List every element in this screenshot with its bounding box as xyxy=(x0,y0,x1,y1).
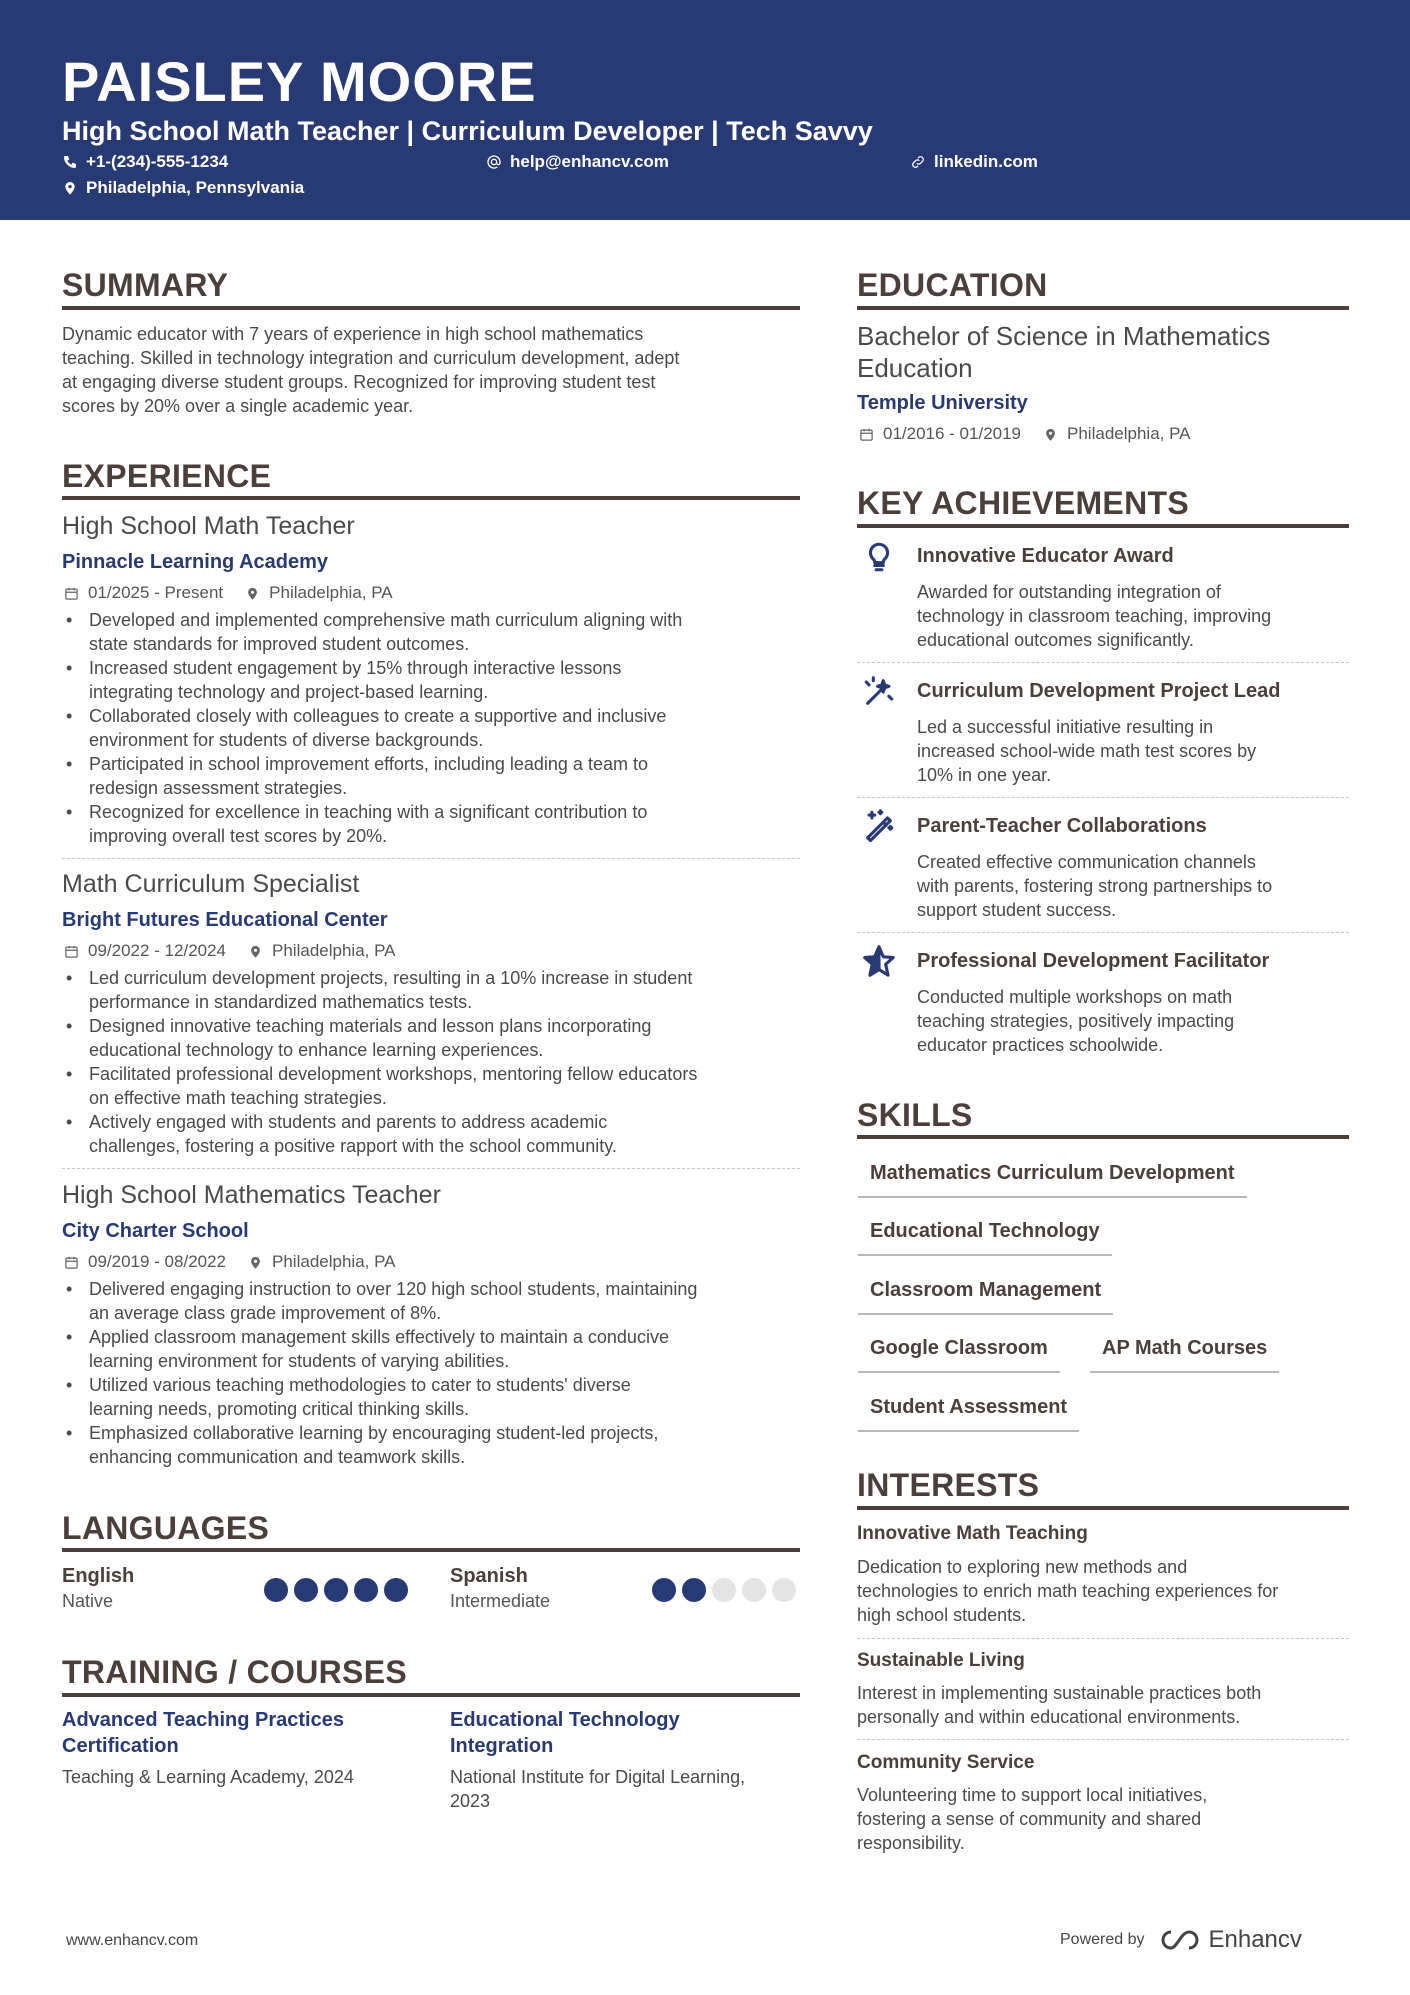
job-bullets xyxy=(62,966,802,1158)
skill-tag: Educational Technology xyxy=(858,1218,1112,1256)
list-item: • Designed innovative teaching materials and lesson plans incorporating educational technology to enhance learning experiences. xyxy=(62,1014,802,1062)
contact-email[interactable] xyxy=(486,150,669,174)
job-bullets xyxy=(62,1277,802,1469)
job-meta xyxy=(64,1251,396,1273)
language-rating xyxy=(652,1578,802,1602)
location-pin-icon xyxy=(62,180,78,196)
education-dates: 01/2016 - 01/2019 xyxy=(883,424,1022,443)
calendar-icon xyxy=(64,944,79,959)
contact-phone xyxy=(62,150,228,174)
course-title: Educational Technology Integration xyxy=(450,1709,680,1757)
languages-heading: LANGUAGES xyxy=(62,1510,270,1546)
list-item: • Facilitated professional development workshops, mentoring fellow educators on effective math teaching strategies. xyxy=(62,1062,802,1110)
job-title: High School Mathematics Teacher xyxy=(62,1181,441,1209)
divider xyxy=(857,797,1349,798)
job-company: Bright Futures Educational Center xyxy=(62,909,388,931)
location-pin-icon xyxy=(248,1255,263,1270)
link-icon xyxy=(910,154,926,170)
star-icon xyxy=(862,944,896,978)
resume-header xyxy=(0,0,1410,220)
list-item: • Actively engaged with students and parents to address academic challenges, fostering a positive rapport with the school community. xyxy=(62,1110,802,1158)
list-item: • Utilized various teaching methodologies to cater to students' diverse learning needs, promoting critical thinking skills. xyxy=(62,1373,802,1421)
summary-text xyxy=(62,322,679,418)
achievement-desc: Conducted multiple workshops on math teaching strategies, positively impacting educator practices schoolwide. xyxy=(917,987,1235,1055)
phone-text: +1-(234)-555-1234 xyxy=(86,152,229,171)
list-item: • Recognized for excellence in teaching with a significant contribution to improving overall test scores by 20%. xyxy=(62,800,802,848)
job-bullets xyxy=(62,608,802,848)
summary-line: Dynamic educator with 7 years of experience in high school mathematics xyxy=(62,324,644,344)
calendar-icon xyxy=(859,427,874,442)
achievements-heading: KEY ACHIEVEMENTS xyxy=(857,485,1189,521)
training-heading: TRAINING / COURSES xyxy=(62,1654,407,1690)
achievement-desc: Awarded for outstanding integration of technology in classroom teaching, improving educational outcomes significantly. xyxy=(917,582,1272,650)
skill-tag: AP Math Courses xyxy=(1090,1335,1279,1373)
rating-dot-empty xyxy=(772,1578,796,1602)
school-name: Temple University xyxy=(857,392,1028,414)
rating-dot-filled xyxy=(652,1578,676,1602)
skill-tag: Mathematics Curriculum Development xyxy=(858,1160,1247,1198)
footer-website[interactable]: www.enhancv.com xyxy=(66,1932,199,1949)
languages-rule xyxy=(62,1548,800,1552)
experience-heading: EXPERIENCE xyxy=(62,458,272,494)
achievement-title: Innovative Educator Award xyxy=(917,545,1174,567)
summary-line: at engaging diverse student groups. Recognized for improving student test xyxy=(62,372,656,392)
education-heading: EDUCATION xyxy=(857,267,1048,303)
skill-tag: Classroom Management xyxy=(858,1277,1113,1315)
achievement-title: Professional Development Facilitator xyxy=(917,950,1270,972)
list-item: • Developed and implemented comprehensive math curriculum aligning with state standards for improved student outcomes. xyxy=(62,608,802,656)
interest-title: Sustainable Living xyxy=(857,1650,1025,1671)
sparkle-wand-icon xyxy=(862,808,896,842)
phone-icon xyxy=(62,154,78,170)
brand-logo[interactable] xyxy=(1157,1926,1302,1954)
linkedin-text: linkedin.com xyxy=(934,152,1038,171)
email-text: help@enhancv.com xyxy=(510,152,669,171)
degree-title: Bachelor of Science in Mathematics Education xyxy=(857,321,1271,383)
candidate-name: PAISLEY MOORE xyxy=(62,50,537,113)
rating-dot-empty xyxy=(742,1578,766,1602)
language-rating xyxy=(264,1578,414,1602)
list-item: • Collaborated closely with colleagues to create a supportive and inclusive environment for students of diverse backgrounds. xyxy=(62,704,802,752)
language-level: Intermediate xyxy=(450,1591,551,1611)
calendar-icon xyxy=(64,586,79,601)
summary-line: teaching. Skilled in technology integration and curriculum development, adept xyxy=(62,348,680,368)
location-pin-icon xyxy=(1043,427,1058,442)
job-dates: 09/2022 - 12/2024 xyxy=(88,941,227,960)
interest-desc: Dedication to exploring new methods and technologies to enrich math teaching experiences for high school students. xyxy=(857,1557,1279,1625)
location-text: Philadelphia, Pennsylvania xyxy=(86,178,305,197)
rating-dot-filled xyxy=(294,1578,318,1602)
candidate-role: High School Math Teacher | Curriculum Developer | Tech Savvy xyxy=(62,116,873,146)
job-location: Philadelphia, PA xyxy=(269,583,393,602)
course-provider: Teaching & Learning Academy, 2024 xyxy=(62,1767,354,1787)
job-company: City Charter School xyxy=(62,1220,249,1242)
location-pin-icon xyxy=(245,586,260,601)
interest-title: Innovative Math Teaching xyxy=(857,1523,1088,1544)
achievement-desc: Created effective communication channels with parents, fostering strong partnerships to support student success. xyxy=(917,852,1273,920)
job-location: Philadelphia, PA xyxy=(272,941,396,960)
summary-line: scores by 20% over a single academic year. xyxy=(62,396,414,416)
job-title: Math Curriculum Specialist xyxy=(62,870,360,898)
summary-rule xyxy=(62,306,800,310)
powered-by-text: Powered by xyxy=(1060,1931,1145,1948)
divider xyxy=(62,1168,800,1169)
list-item: • Participated in school improvement efforts, including leading a team to redesign assessment strategies. xyxy=(62,752,802,800)
job-meta xyxy=(64,940,396,962)
contact-linkedin[interactable] xyxy=(910,150,1038,174)
job-meta xyxy=(64,582,393,604)
education-location: Philadelphia, PA xyxy=(1067,424,1191,443)
language-name: Spanish xyxy=(450,1565,528,1587)
divider xyxy=(857,1739,1349,1740)
brand-text: Enhancv xyxy=(1208,1926,1302,1953)
interest-title: Community Service xyxy=(857,1752,1035,1773)
job-dates: 01/2025 - Present xyxy=(88,583,224,602)
lightbulb-icon xyxy=(862,540,896,574)
skills-heading: SKILLS xyxy=(857,1097,973,1133)
training-rule xyxy=(62,1693,800,1697)
course-provider: National Institute for Digital Learning, 2023 xyxy=(450,1767,746,1811)
rating-dot-filled xyxy=(324,1578,348,1602)
divider xyxy=(857,1638,1349,1639)
calendar-icon xyxy=(64,1255,79,1270)
magic-wand-icon xyxy=(862,675,896,709)
location-pin-icon xyxy=(248,944,263,959)
skill-tag: Student Assessment xyxy=(858,1394,1079,1432)
achievements-rule xyxy=(857,524,1349,528)
summary-heading: SUMMARY xyxy=(62,267,229,303)
list-item: • Delivered engaging instruction to over 120 high school students, maintaining an average class grade improvement of 8%. xyxy=(62,1277,802,1325)
job-location: Philadelphia, PA xyxy=(272,1252,396,1271)
course-title: Advanced Teaching Practices Certification xyxy=(62,1709,344,1757)
job-dates: 09/2019 - 08/2022 xyxy=(88,1252,227,1271)
list-item: • Increased student engagement by 15% through interactive lessons integrating technology and project-based learning. xyxy=(62,656,802,704)
rating-dot-filled xyxy=(264,1578,288,1602)
language-name: English xyxy=(62,1565,135,1587)
rating-dot-filled xyxy=(384,1578,408,1602)
achievement-desc: Led a successful initiative resulting in increased school-wide math test scores by 10% in one year. xyxy=(917,717,1257,785)
skill-tag: Google Classroom xyxy=(858,1335,1060,1373)
education-rule xyxy=(857,306,1349,310)
list-item: • Applied classroom management skills effectively to maintain a conducive learning environment for students of varying abilities. xyxy=(62,1325,802,1373)
footer-branding xyxy=(1060,1926,1302,1954)
achievement-title: Parent-Teacher Collaborations xyxy=(917,815,1207,837)
divider xyxy=(857,932,1349,933)
education-meta xyxy=(859,423,1191,445)
interest-desc: Interest in implementing sustainable practices both personally and within educational environments. xyxy=(857,1683,1262,1727)
rating-dot-filled xyxy=(354,1578,378,1602)
contact-location xyxy=(62,176,304,200)
enhancv-logo-icon xyxy=(1157,1927,1203,1953)
divider xyxy=(62,858,800,859)
list-item: • Emphasized collaborative learning by encouraging student-led projects, enhancing communication and teamwork skills. xyxy=(62,1421,802,1469)
job-title: High School Math Teacher xyxy=(62,512,355,540)
interests-heading: INTERESTS xyxy=(857,1467,1040,1503)
list-item: • Led curriculum development projects, resulting in a 10% increase in student performance in standardized mathematics tests. xyxy=(62,966,802,1014)
experience-rule xyxy=(62,496,800,500)
interest-desc: Volunteering time to support local initiatives, fostering a sense of community and shared responsibility. xyxy=(857,1785,1208,1853)
achievement-title: Curriculum Development Project Lead xyxy=(917,680,1281,702)
language-level: Native xyxy=(62,1591,114,1611)
interests-rule xyxy=(857,1506,1349,1510)
divider xyxy=(857,662,1349,663)
job-company: Pinnacle Learning Academy xyxy=(62,551,329,573)
rating-dot-filled xyxy=(682,1578,706,1602)
at-icon xyxy=(486,154,502,170)
skills-rule xyxy=(857,1135,1349,1139)
rating-dot-empty xyxy=(712,1578,736,1602)
